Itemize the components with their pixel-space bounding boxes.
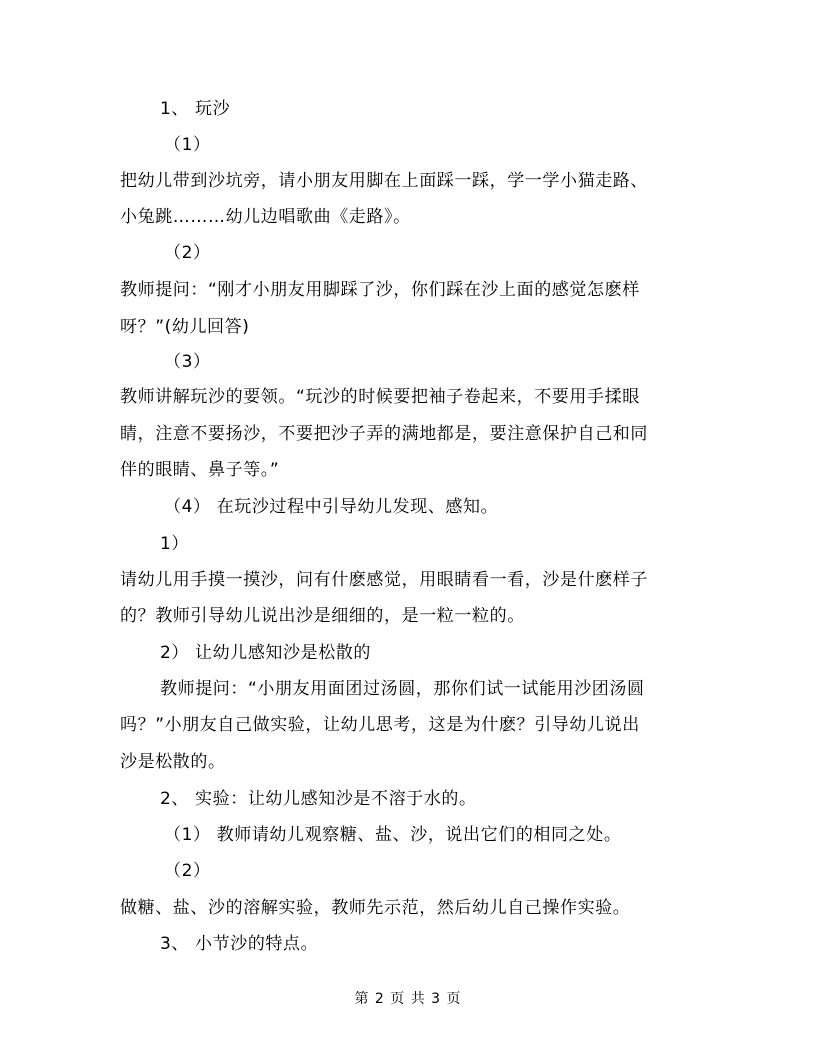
- step-label-4: （4） 在玩沙过程中引导幼儿发现、感知。: [164, 497, 499, 517]
- paragraph-line: 的？教师引导幼儿说出沙是细细的，是一粒一粒的。: [120, 606, 525, 626]
- sub-step-label-1: 1）: [160, 534, 190, 554]
- paragraph-line: 做糖、盐、沙的溶解实验，教师先示范，然后幼儿自己操作实验。: [120, 898, 631, 918]
- step-label-2: （2）: [164, 243, 211, 263]
- paragraph-line: 教师提问：“刚才小朋友用脚踩了沙，你们踩在沙上面的感觉怎麽样: [120, 280, 640, 300]
- page-number-footer: 第 2 页 共 3 页: [354, 991, 462, 1007]
- paragraph-line: 吗？”小朋友自己做实验，让幼儿思考，这是为什麽？引导幼儿说出: [120, 715, 640, 735]
- paragraph-line: 呀？”(幼儿回答): [120, 317, 250, 337]
- step-label-2-1: （1） 教师请幼儿观察糖、盐、沙，说出它们的相同之处。: [164, 825, 622, 845]
- sub-step-label-2: 2） 让幼儿感知沙是松散的: [160, 643, 372, 663]
- paragraph-line: 把幼儿带到沙坑旁，请小朋友用脚在上面踩一踩，学一学小猫走路、: [120, 171, 648, 191]
- section-heading-2: 2、 实验：让幼儿感知沙是不溶于水的。: [160, 789, 477, 809]
- step-label-2-2: （2）: [164, 861, 211, 881]
- paragraph-line: 教师讲解玩沙的要领。“玩沙的时候要把袖子卷起来，不要用手揉眼: [120, 387, 640, 407]
- step-label-3: （3）: [164, 352, 211, 372]
- paragraph-line: 睛，注意不要扬沙，不要把沙子弄的满地都是，要注意保护自己和同: [120, 424, 648, 444]
- paragraph-line: 请幼儿用手摸一摸沙，问有什麽感觉，用眼睛看一看，沙是什麽样子: [120, 570, 648, 590]
- paragraph-line: 沙是松散的。: [120, 752, 226, 772]
- section-heading-1: 1、 玩沙: [160, 99, 231, 119]
- paragraph-line: 教师提问：“小朋友用面团过汤圆，那你们试一试能用沙团汤圆: [160, 679, 645, 699]
- section-heading-3: 3、 小节沙的特点。: [160, 934, 319, 954]
- paragraph-line: 伴的眼睛、鼻子等。”: [120, 460, 280, 480]
- step-label-1: （1）: [164, 135, 211, 155]
- paragraph-line: 小兔跳………幼儿边唱歌曲《走路》。: [120, 207, 411, 227]
